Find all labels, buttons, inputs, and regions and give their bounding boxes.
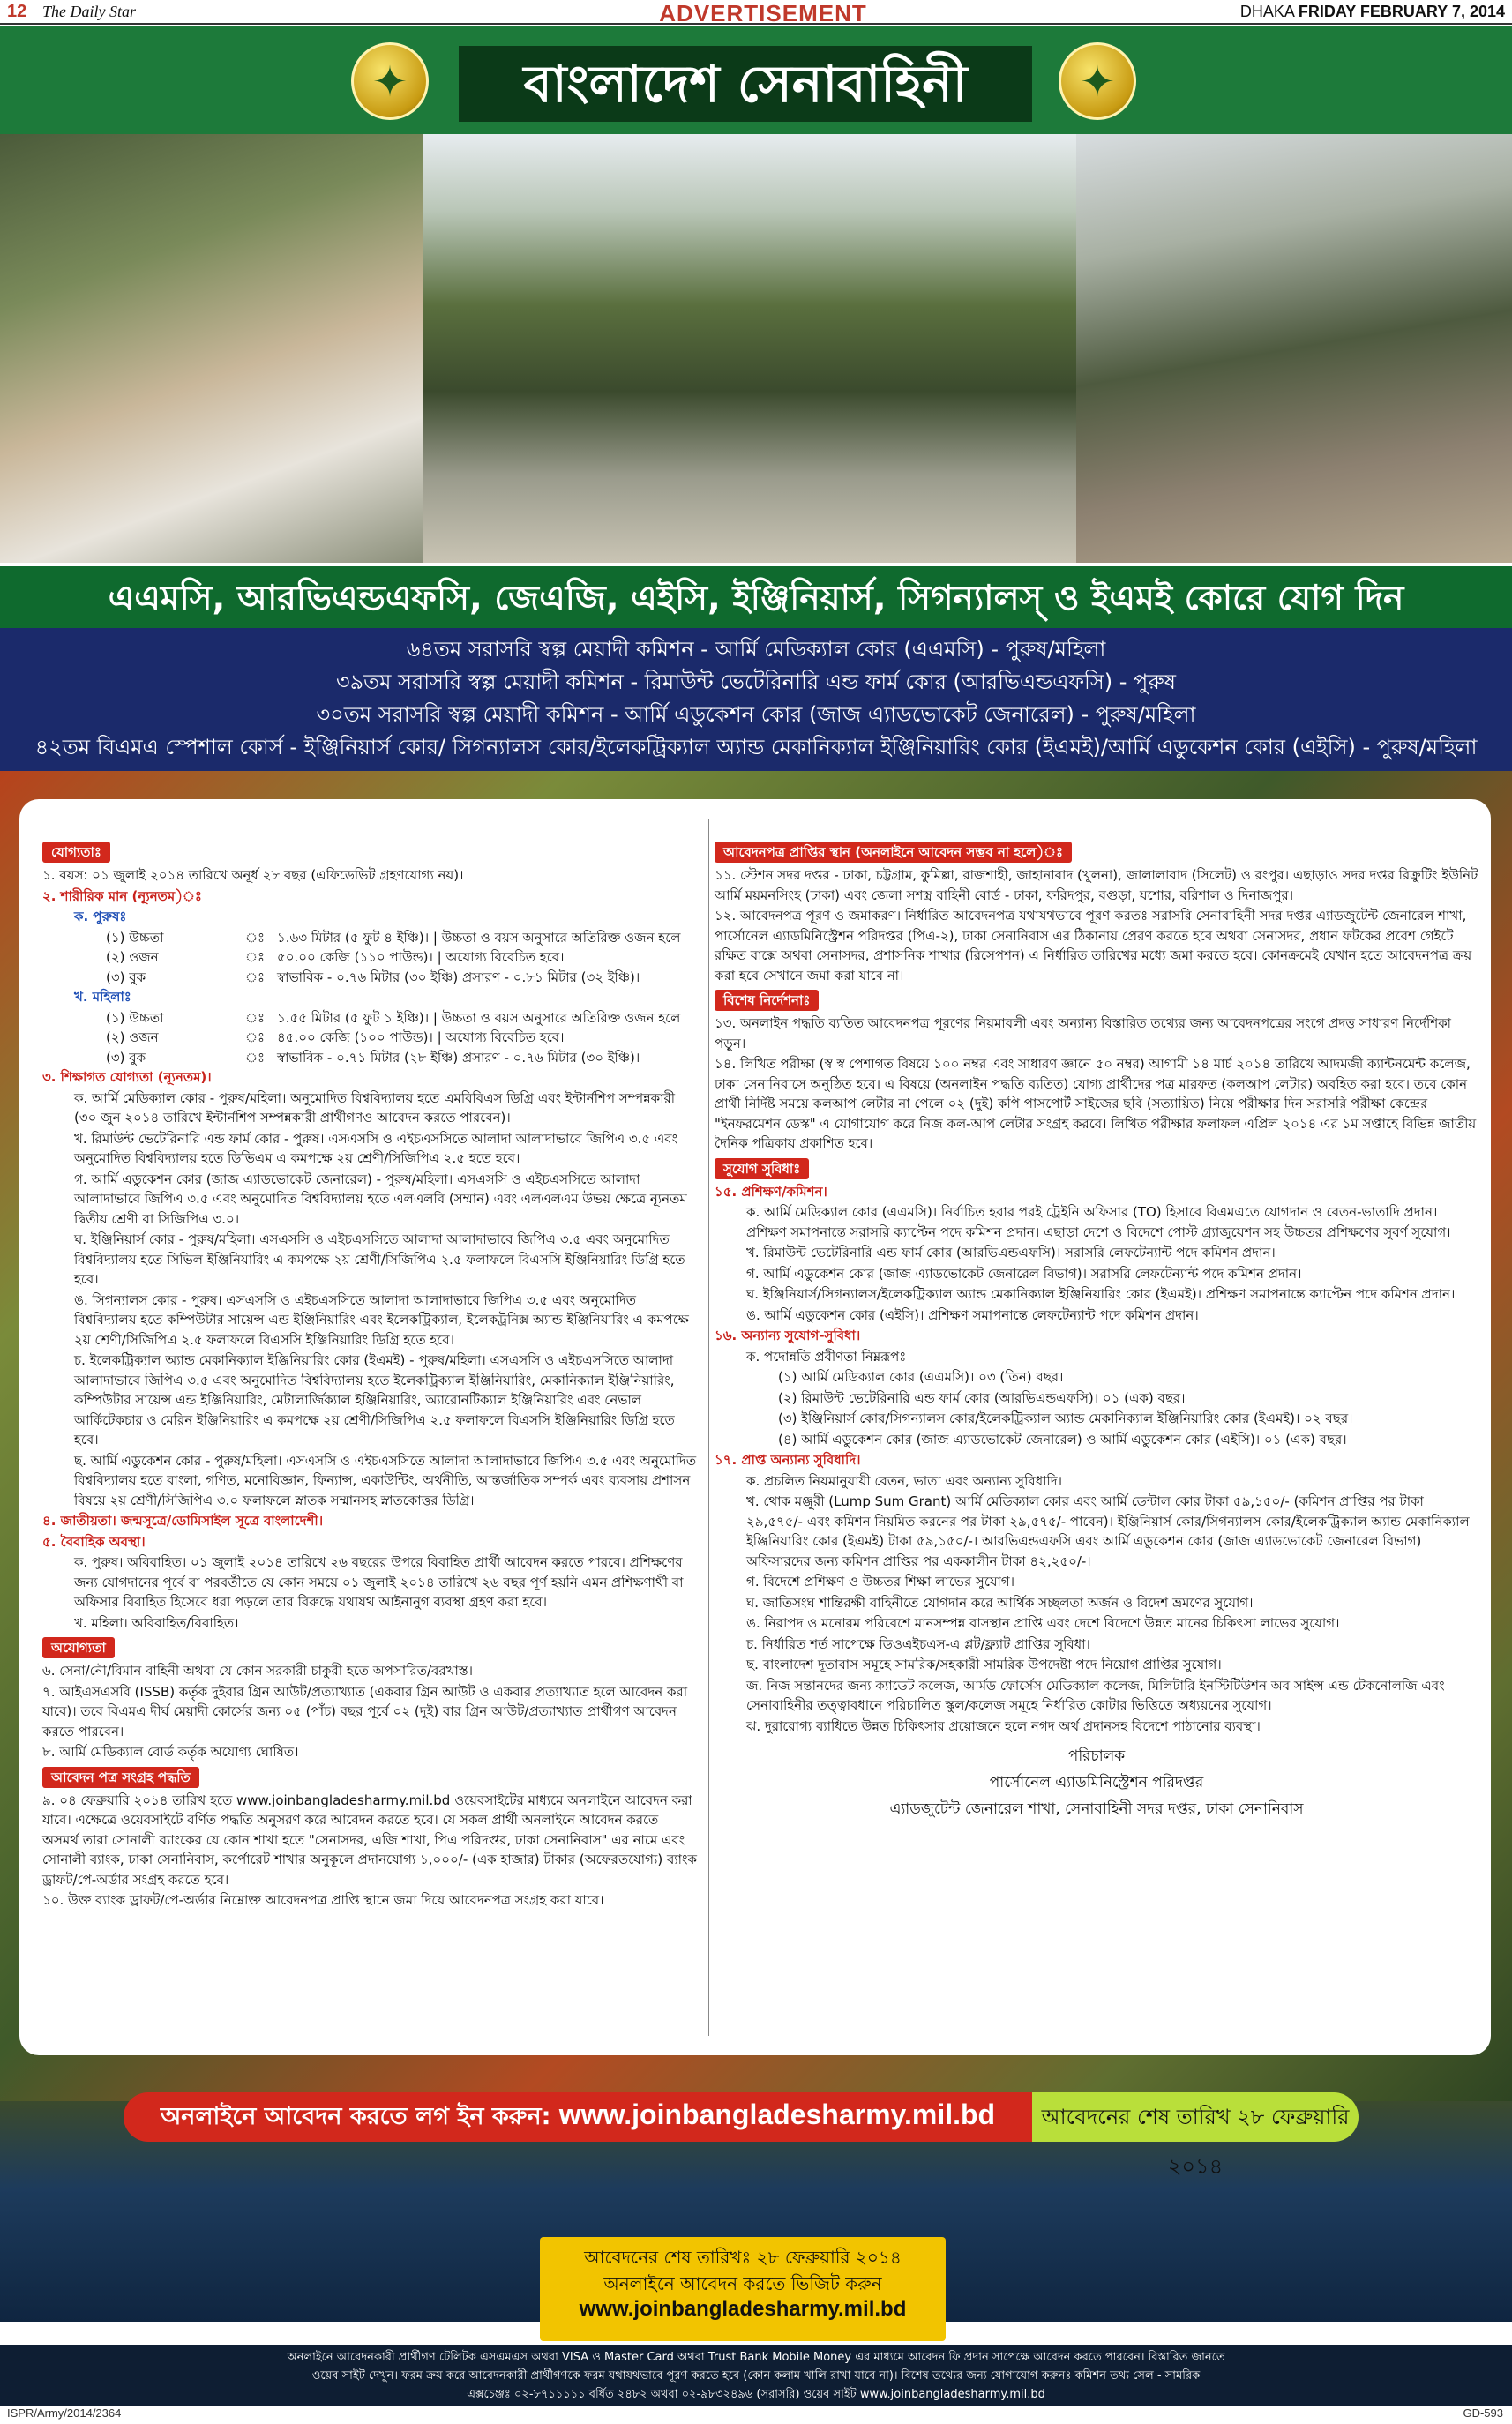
facility-item: ছ. বাংলাদেশ দূতাবাস সমূহে সামরিক/সহকারী সামরিক উপদেষ্টা পদে নিয়োগ প্রাপ্তির সুযোগ। [746,1657,1222,1672]
facility-item: ক. প্রচলিত নিয়মানুযায়ী বেতন, ভাতা এবং অন্যান্য সুবিধাদি। [746,1472,1063,1489]
online-apply-link[interactable]: www.joinbangladesharmy.mil.bd [558,2099,996,2130]
ineligibility-item: ৭. আইএসএসবি (ISSB) কর্তৃক দুইবার গ্রিন আউট/প্রত্যাখ্যাত (একবার গ্রিন আউট ও একবার প্রত্যাখ্যাত হলে আবেদন করা যাবে)। তবে বিএমএ দীর্ঘ মেয়াদী কোর্সের জন্য ০৫ (পাঁচ) বছর পূর্বে ০২ (দুই) বার গ্রিন আউট/প্রত্যাখ্যাত প্রার্থীগণ আবেদন করতে পারবেন। [42,1683,688,1739]
commission-item: ক. আর্মি মেডিক্যাল কোর (এএমসি)। নির্বাচিত হবার পরই ট্রেইনি অফিসার (TO) হিসাবে বিএমএতে যোগদান ও বেতন-ভাতাদি প্রদান। প্রশিক্ষণ সমাপনান্তে সরাসরি ক্যাপ্টেন পদে কমিশন প্রদান। এছাড়া দেশে ও বিদেশে পোস্ট গ্র্যাজুয়েশন সহ উচ্চতর প্রশিক্ষণের সুবর্ণ সুযোগ। [746,1204,1451,1240]
gd-code: GD-593 [1463,2406,1503,2420]
facility-item: জ. নিজ সন্তানদের জন্য ক্যাডেট কলেজ, আর্মড ফোর্সেস মেডিক্যাল কলেজ, মিলিটারি ইনস্টিটিউশন অব সাইন্স এন্ড টেকনোলজি এবং সেনাবাহিনীর তত্ত্বাবধানে পরিচালিত স্কুল/কলেজ সমূহে নির্ধারিত কোটার ভিত্তিতে অধ্যয়নের সুযোগ। [746,1677,1445,1713]
signatory-title: পরিচালক [1067,1747,1126,1765]
section-heading: সুযোগ সুবিধাঃ [715,1158,809,1179]
marital-item: ক. পুরুষ। অবিবাহিত। ০১ জুলাই ২০১৪ তারিখে ২৬ বছরের উপরে বিবাহিত প্রার্থী আবেদন করতে পারবে। প্রশিক্ষণের জন্য যোগদানের পূর্বে বা পরবর্তীতে যে কোন সময়ে ০১ জুলাই ২০১৪ তারিখে ২৬ বছর পূর্ণ হয়নি এমন প্রশিক্ষণার্থী বা অফিসার বিবাহিত হিসেবে ধরা পড়লে তার বিরুদ্ধে যথাযথ আইনানুগ ব্যবস্থা গ্রহণ করা হবে। [74,1554,684,1610]
education-item: ছ. আর্মি এডুকেশন কোর - পুরুষ/মহিলা। এসএসসি ও এইচএসসিতে আলাদা আলাদাভাবে জিপিএ ৩.৫ এবং অনুমোদিত বিশ্ববিদ্যালয় হতে বাংলা, গণিত, মনোবিজ্ঞান, ফিন্যান্স, একাউন্টিং, অর্থনীতি, আন্তর্জাতিক সম্পর্ক এবং ব্যবসায় প্রশাসন বিষয়ে ২য় শ্রেণী/সিজিপিএ ৩.০ ফলাফলে স্নাতক সম্মানসহ স্নাতকোত্তর ডিগ্রি। [74,1452,697,1508]
education-item: চ. ইলেকট্রিক্যাল অ্যান্ড মেকানিক্যাল ইঞ্জিনিয়ারিং কোর (ইএমই) - পুরুষ/মহিলা। এসএসসি ও এইচএসসিতে আলাদা আলাদাভাবে জিপিএ ৩.৫ এবং অনুমোদিত বিশ্ববিদ্যালয় হতে ইলেকট্রিক্যাল ইঞ্জিনিয়ারিং, মেকানিক্যাল ইঞ্জিনিয়ারিং, কম্পিউটার সায়েন্স এন্ড ইঞ্জিনিয়ারিং, মেটালার্জিক্যাল ইঞ্জিনিয়ারিং, অ্যারোনটিক্যাল ইঞ্জিনিয়ারিং এবং নেভাল আর্কিটেকচার ও মেরিন ইঞ্জিনিয়ারিং এ কমপক্ষে ২য় শ্রেণী/সিজিপিএ ২.৫ ফলাফলে বিএসসি ইঞ্জিনিয়ারিং ডিগ্রি হতে হবে। [74,1352,675,1448]
course-list [0,628,1512,771]
course-line: ৩০তম সরাসরি স্বল্প মেয়াদী কমিশন - আর্মি এডুকেশন কোর (জাজ এ্যাডভোকেট জেনারেল) - পুরুষ/মহিলা [316,702,1196,727]
promotion-item: (২) রিমাউন্ট ভেটেরিনারি এন্ড ফার্ম কোর (আরভিএন্ডএফসি)। ০১ (এক) বছর। [778,1389,1186,1406]
online-apply-label: অনলাইনে আবেদন করতে লগ ইন করুন: www.joinbangladesharmy.mil.bd [124,2092,1032,2142]
page-header-strip [0,0,1512,25]
section-heading: অযোগ্যতা [42,1637,115,1658]
facility-item: গ. বিদেশে প্রশিক্ষণ ও উচ্চতর শিক্ষা লাভের সুযোগ। [746,1574,1015,1590]
ineligibility-item: ৮. আর্মি মেডিক্যাল বোর্ড কর্তৃক অযোগ্য ঘোষিত। [42,1744,299,1760]
facility-item: ঘ. জাতিসংঘ শান্তিরক্ষী বাহিনীতে যোগদান করে আর্থিক সচ্ছলতা অর্জন ও বিদেশ ভ্রমণের সুযোগ। [746,1594,1254,1611]
marital-heading: ৫. বৈবাহিক অবস্থা। [42,1533,146,1550]
section-label: ADVERTISEMENT [659,0,867,26]
section-heading: যোগ্যতাঃ [42,842,110,863]
application-item: ৯. ০৪ ফেব্রুয়ারি ২০১৪ তারিখ হতে www.joinbangladesharmy.mil.bd ওয়েবসাইটের মাধ্যমে অনলাইনে আবেদন করা যাবে। এক্ষেত্রে ওয়েবসাইটে বর্ণিত পদ্ধতি অনুসরণ করে আবেদন করতে হবে। যে সকল প্রার্থী অনলাইনে আবেদন করতে অসমর্থ তারা সোনালী ব্যাংকের যে কোন শাখা হতে "সেনাসদর, এজি শাখা, পিএ পরিদপ্তর, ঢাকা সেনানিবাস" এর নামে এবং সোনালী ব্যাংক, ঢাকা সেনানিবাস, কর্পোরেট শাখার অনুকূলে প্রদানযোগ্য ১,০০০/- (এক হাজার) টাকার (অফেরতযোগ্য) ব্যাংক ড্রাফট/পে-অর্ডার সংগ্রহ করতে হবে। [42,1792,697,1888]
promotion-item: (১) আর্মি মেডিক্যাল কোর (এএমসি)। ০৩ (তিন) বছর। [778,1369,1064,1385]
section-heading: আবেদনপত্র প্রাপ্তির স্থান (অনলাইনে আবেদন সম্ভব না হলে)ঃ [715,842,1072,863]
facilities-heading: ১৭. প্রাপ্ত অন্যান্য সুবিধাদি। [715,1452,861,1468]
ad-header [0,26,1512,134]
course-line: ৪২তম বিএমএ স্পেশাল কোর্স - ইঞ্জিনিয়ার্স কোর/ সিগন্যালস কোর/ইলেকট্রিক্যাল অ্যান্ড মেকানিক্যাল ইঞ্জিনিয়ারিং কোর (ইএমই)/আর্মি এডুকেশন কোর (এইসি) - পুরুষ/মহিলা [34,735,1478,759]
callout-link[interactable]: www.joinbangladesharmy.mil.bd [579,2297,907,2321]
right-column [715,838,1478,1822]
footer-line: ওয়েব সাইট দেখুন। ফরম ক্রয় করে আবেদনকারী প্রার্থীগণকে ফরম যথাযথভাবে পূরণ করতে হবে (কোন কলাম খালি রাখা যাবে না)। বিশেষ তথ্যের জন্য যোগাযোগ করুনঃ কমিশন তথ্য সেল - সামরিক [311,2369,1201,2383]
photo-row [0,134,1512,563]
photo-parade [423,134,1076,563]
photo-engineering-bulldozer [1076,134,1512,563]
age-requirement: ১. বয়স: ০১ জুলাই ২০১৪ তারিখে অনূর্ধ ২৮ বছর (এফিডেভিট গ্রহণযোগ্য নয়)। [42,867,464,883]
deadline-callout [540,2237,946,2341]
training-heading: ১৫. প্রশিক্ষণ/কমিশন। [715,1183,827,1200]
other-benefits-heading: ১৬. অন্যান্য সুযোগ-সুবিধা। [715,1328,861,1343]
left-column [42,838,697,1912]
education-item: গ. আর্মি এডুকেশন কোর (জাজ এ্যাডভোকেট জেনারেল) - পুরুষ/মহিলা। এসএসসি ও এইচএসসিতে আলাদা আলাদাভাবে জিপিএ ৩.৫ এবং অনুমোদিত বিশ্ববিদ্যালয় হতে এলএলবি (সম্মান) এবং এলএলএম উভয় ক্ষেত্রে ন্যূনতম দ্বিতীয় শ্রেণী বা সিজিপিএ ৩.০। [74,1171,687,1227]
commission-item: খ. রিমাউন্ট ভেটেরিনারি এন্ড ফার্ম কোর (আরভিএন্ডএফসি)। সরাসরি লেফটেন্যান্ট পদে কমিশন প্রদান। [746,1245,1276,1261]
application-item: ১০. উক্ত ব্যাংক ড্রাফট/পে-অর্ডার নিম্নোক্ত আবেদনপত্র প্রাপ্তি স্থানে জমা দিয়ে আবেদনপত্র সংগ্রহ করা যাবে। [42,1892,604,1908]
education-heading: ৩. শিক্ষাগত যোগ্যতা (ন্যূনতম)। [42,1069,212,1085]
commission-item: ঙ. আর্মি এডুকেশন কোর (এইসি)। প্রশিক্ষণ সমাপনান্তে লেফটেন্যান্ট পদে কমিশন প্রদান। [746,1306,1199,1323]
submission-item: ১২. আবেদনপত্র পূরণ ও জমাকরণ। নির্ধারিত আবেদনপত্র যথাযথভাবে পূরণ করতঃ সরাসরি সেনাবাহিনী সদর দপ্তর এ্যাডজুটেন্ট জেনারেল শাখা, পার্সোনেল এ্যাডমিনিস্ট্রেশন পরিদপ্তর (পিএ-২), ঢাকা সেনানিবাস এর ঠিকানায় প্রেরণ করতে হবে অথবা সেনাসদর, প্রধান ফটকের প্রবেশ গেইটে রক্ষিত বাক্সে অথবা সেনাসদর, প্রশাসনিক শাখার (রিসেপশন) এ নির্ধারিত তারিখের মধ্যে জমা করতে হবে। কোনক্রমেই যেখান হতে আবেদনপত্র ক্রয় করা হবে সেখানে জমা করা যাবে না। [715,908,1472,984]
newspaper-name: The Daily Star [42,3,136,20]
signatory-directorate: পার্সোনেল এ্যাডমিনিস্ট্রেশন পরিদপ্তর [989,1774,1204,1792]
ispr-code: ISPR/Army/2014/2364 [7,2406,122,2420]
promotion-item: (৪) আর্মি এডুকেশন কোর (জাজ এ্যাডভোকেট জেনারেল) ও আর্মি এডুকেশন কোর (এইসি)। ০১ (এক) বছর। [778,1431,1347,1448]
facility-item: খ. থোক মঞ্জুরী (Lump Sum Grant) আর্মি মেডিক্যাল কোর এবং আর্মি ডেন্টাল কোর টাকা ৫৯,১৫০/- (কমিশন প্রাপ্তির পর টাকা ২৯,৫৭৫/- এবং কমিশন নিয়মিত করনের পর টাকা ২৯,৫৭৫/- পাবেন)। ইঞ্জিনিয়ার্স কোর/সিগন্যালস কোর/ইলেকট্রিক্যাল অ্যান্ড মেকানিক্যাল ইঞ্জিনিয়ারিং কোর (ইএমই) টাকা ৫৯,১৫০/-। আরভিএন্ডএফসি এবং আর্মি এডুকেশন কোর (জাজ এ্যাডভোকেট জেনারেল বিভাগ) অফিসারদের জন্য কমিশন প্রাপ্তির পর এককালীন টাকা ৪২,২৫০/-। [746,1493,1470,1569]
male-heading: ক. পুরুষঃ [74,909,127,924]
dateline: DHAKA FRIDAY FEBRUARY 7, 2014 [1239,3,1505,20]
physical-standard-heading: ২. শারীরিক মান (ন্যূনতম)ঃ [42,887,202,904]
facility-item: ঙ. নিরাপদ ও মনোরম পরিবেশে মানসম্পন্ন বাসস্থান প্রাপ্তি এবং দেশে বিদেশে উন্নত মানের চিকিৎসা লাভের সুযোগ। [746,1615,1340,1631]
ineligibility-item: ৬. সেনা/নৌ/বিমান বাহিনী অথবা যে কোন সরকারী চাকুরী হতে অপসারিত/বরখাস্ত। [42,1663,473,1679]
deadline-label: আবেদনের শেষ তারিখ ২৮ ফেব্রুয়ারি ২০১৪ [1032,2092,1359,2142]
marital-item: খ. মহিলা। অবিবাহিত/বিবাহিত। [74,1614,239,1631]
footer-line: এক্সচেঞ্জঃ ০২-৮৭১১১১১ বর্ধিত ২৪৮২ অথবা ০২-৯৮৩২৪৯৬ (সরাসরি) ওয়েব সাইট www.joinbangladesharmy.mil.bd [467,2388,1045,2401]
education-item: ক. আর্মি মেডিক্যাল কোর - পুরুষ/মহিলা। অনুমোদিত বিশ্ববিদ্যালয় হতে এমবিবিএস ডিগ্রি এবং ইন্টার্নশিপ সম্পন্নকারী (৩০ জুন ২০১৪ তারিখে ইন্টার্নশিপ সম্পন্নকারী প্রার্থীগণও আবেদন করতে পারবেন)। [74,1089,676,1126]
course-line: ৬৪তম সরাসরি স্বল্প মেয়াদী কমিশন - আর্মি মেডিক্যাল কোর (এএমসি) - পুরুষ/মহিলা [406,637,1106,662]
callout-visit: অনলাইনে আবেদন করতে ভিজিট করুন [603,2273,882,2294]
nationality: ৪. জাতীয়তা। জন্মসূত্রে/ডোমিসাইল সূত্রে বাংলাদেশী। [42,1513,324,1529]
promotion-item: (৩) ইঞ্জিনিয়ার্স কোর/সিগন্যালস কোর/ইলেকট্রিক্যাল অ্যান্ড মেকানিক্যাল ইঞ্জিনিয়ারিং কোর (ইএমই)। ০২ বছর। [778,1410,1353,1426]
commission-item: ঘ. ইঞ্জিনিয়ার্স/সিগন্যালস/ইলেকট্রিক্যাল অ্যান্ড মেকানিক্যাল ইঞ্জিনিয়ারিং কোর (ইএমই)। প্রশিক্ষণ সমাপনান্তে ক্যাপ্টেন পদে কমিশন প্রদান। [746,1286,1456,1302]
course-line: ৩৯তম সরাসরি স্বল্প মেয়াদী কমিশন - রিমাউন্ট ভেটেরিনারি এন্ড ফার্ম কোর (আরভিএন্ডএফসি) - পুরুষ [335,670,1176,694]
army-emblem-icon [1059,42,1136,120]
facility-item: চ. নির্ধারিত শর্ত সাপেক্ষে ডিওএইচএস-এ প্লট/ফ্ল্যাট প্রাপ্তির সুবিধা। [746,1635,1090,1652]
online-apply-bar [124,2092,1359,2179]
ad-title: বাংলাদেশ সেনাবাহিনী [459,46,1032,122]
education-item: ঙ. সিগন্যালস কোর - পুরুষ। এসএসসি ও এইচএসসিতে আলাদা আলাদাভাবে জিপিএ ৩.৫ এবং অনুমোদিত বিশ্ববিদ্যালয় হতে কম্পিউটার সায়েন্স এন্ড ইঞ্জিনিয়ারিং এবং ইলেকট্রিক্যাল, ইলেকট্রনিক্স অ্যান্ড ইঞ্জিনিয়ারিং এ কমপক্ষে ২য় শ্রেণী/সিজিপিএ ২.৫ ফলাফলে বিএসসি ইঞ্জিনিয়ারিং ডিগ্রি হতে হবে। [74,1291,689,1348]
female-heading: খ. মহিলাঃ [74,989,131,1005]
promotion-heading: ক. পদোন্নতি প্রবীণতা নিম্নরূপঃ [746,1348,907,1365]
army-emblem-icon [351,42,429,120]
section-heading: বিশেষ নির্দেশনাঃ [715,990,819,1011]
column-divider [708,819,709,2036]
places-item: ১১. স্টেশন সদর দপ্তর - ঢাকা, চট্টগ্রাম, কুমিল্লা, রাজশাহী, জাহানাবাদ (খুলনা), জালালাবাদ (সিলেট) ও রংপুর। এছাড়াও সদর দপ্তর রিক্রুটিং ইউনিট আর্মি ময়মনসিংহ (ঢাকা) এবং জেলা সশস্ত্র বাহিনী বোর্ড - ঢাকা, ফরিদপুর, বগুড়া, যশোর, বরিশাল ও দিনাজপুর। [715,867,1478,903]
male-table: (১) উচ্চতা ঃ ১.৬৩ মিটার (৫ ফুট ৪ ইঞ্চি)। | উচ্চতা ও বয়স অনুসারে অতিরিক্ত ওজন হলে (২) ওজন ঃ ৫০.০০ কেজি (১১০ পাউন্ড)। | অযোগ্য বিবেচিত হবে। (৩) বুক ঃ স্বাভাবিক - ০.৭৬ মিটার (৩০ ইঞ্চি) প্রসারণ - ০.৮১ মিটার (৩২ ইঞ্চি)। [106,929,681,985]
instruction-item: ১৩. অনলাইন পদ্ধতি ব্যতিত আবেদনপত্র পূরণের নিয়মাবলী এবং অন্যান্য বিস্তারিত তথ্যের জন্য আবেদনপত্রের সংগে প্রদত্ত সাধারণ নির্দেশিকা পড়ুন। [715,1015,1452,1051]
page-number: 12 [7,2,27,21]
commission-item: গ. আর্মি এডুকেশন কোর (জাজ এ্যাডভোকেট জেনারেল বিভাগ)। সরাসরি লেফটেন্যান্ট পদে কমিশন প্রদান। [746,1265,1302,1282]
education-item: ঘ. ইঞ্জিনিয়ার্স কোর - পুরুষ/মহিলা। এসএসসি ও এইচএসসিতে আলাদা আলাদাভাবে জিপিএ ৩.৫ এবং অনুমোদিত বিশ্ববিদ্যালয় হতে সিভিল ইঞ্জিনিয়ারিং এ কমপক্ষে ২য় শ্রেণী/সিজিপিএ ২.৫ ফলাফলে বিএসসি ইঞ্জিনিয়ারিং ডিগ্রি হতে হবে। [74,1231,685,1287]
corps-banner: এএমসি, আরভিএন্ডএফসি, জেএজি, এইসি, ইঞ্জিনিয়ার্স, সিগন্যালস্ ও ইএমই কোরে যোগ দিন [0,563,1512,628]
photo-medical [0,134,423,563]
footer-line: অনলাইনে আবেদনকারী প্রার্থীগণ টেলিটক এসএমএস অথবা VISA ও Master Card অথবা Trust Bank Mobile Money এর মাধ্যমে আবেদন ফি প্রদান সাপেক্ষে আবেদন করতে পারবেন। বিস্তারিত জানতে [287,2351,1225,2364]
education-item: খ. রিমাউন্ট ভেটেরিনারি এন্ড ফার্ম কোর - পুরুষ। এসএসসি ও এইচএসসিতে আলাদা আলাদাভাবে জিপিএ ৩.৫ এবং অনুমোদিত বিশ্ববিদ্যালয় হতে ডিভিএম এ কমপক্ষে ২য় শ্রেণী/সিজিপিএ ২.৫ হতে হবে। [74,1130,678,1166]
callout-deadline: আবেদনের শেষ তারিখঃ ২৮ ফেব্রুয়ারি ২০১৪ [584,2247,902,2268]
footer-notice [0,2345,1512,2406]
female-table: (১) উচ্চতা ঃ ১.৫৫ মিটার (৫ ফুট ১ ইঞ্চি)। | উচ্চতা ও বয়স অনুসারে অতিরিক্ত ওজন হলে (২) ওজন ঃ ৪৫.০০ কেজি (১০০ পাউন্ড)। | অযোগ্য বিবেচিত হবে। (৩) বুক ঃ স্বাভাবিক - ০.৭১ মিটার (২৮ ইঞ্চি) প্রসারণ - ০.৭৬ মিটার (৩০ ইঞ্চি)। [106,1009,681,1066]
signatory-branch: এ্যাডজুটেন্ট জেনারেল শাখা, সেনাবাহিনী সদর দপ্তর, ঢাকা সেনানিবাস [889,1800,1304,1818]
facility-item: ঝ. দুরারোগ্য ব্যাধিতে উন্নত চিকিৎসার প্রয়োজনে হলে নগদ অর্থ প্রদানসহ বিদেশে পাঠানোর ব্যবস্থা। [746,1717,1261,1734]
written-exam-item: ১৪. লিখিত পরীক্ষা (স্ব স্ব পেশাগত বিষয়ে ১০০ নম্বর এবং সাধারণ জ্ঞানে ৫০ নম্বর) আগামী ১৪ মার্চ ২০১৪ তারিখে আদমজী ক্যান্টনমেন্ট কলেজ, ঢাকা সেনানিবাসে অনুষ্ঠিত হবে। এ বিষয়ে (অনলাইন পদ্ধতি ব্যতিত) যোগ্য প্রার্থীদের পত্র মারফত (কলআপ লেটার) অবহিত করা হবে। তবে কোন প্রার্থী নির্দিষ্ট সময়ে কলআপ লেটার না পেলে ০২ (দুই) কপি পাসপোর্ট সাইজের ছবি (সত্যায়িত) নিয়ে পরীক্ষার দিন সরাসরি পরীক্ষা কেন্দ্রের "ইনফরমেশন ডেস্ক" এ যোগাযোগ করে নিজ কল-আপ লেটার সংগ্রহ করবে। লিখিত পরীক্ষার ফলাফল এপ্রিল ২০১৪ এর ১ম সপ্তাহে বিভিন্ন জাতীয় দৈনিক পত্রিকায় প্রকাশিত হবে। [715,1056,1477,1151]
section-heading: আবেদন পত্র সংগ্রহ পদ্ধতি [42,1767,199,1788]
signature-block [715,1743,1478,1822]
